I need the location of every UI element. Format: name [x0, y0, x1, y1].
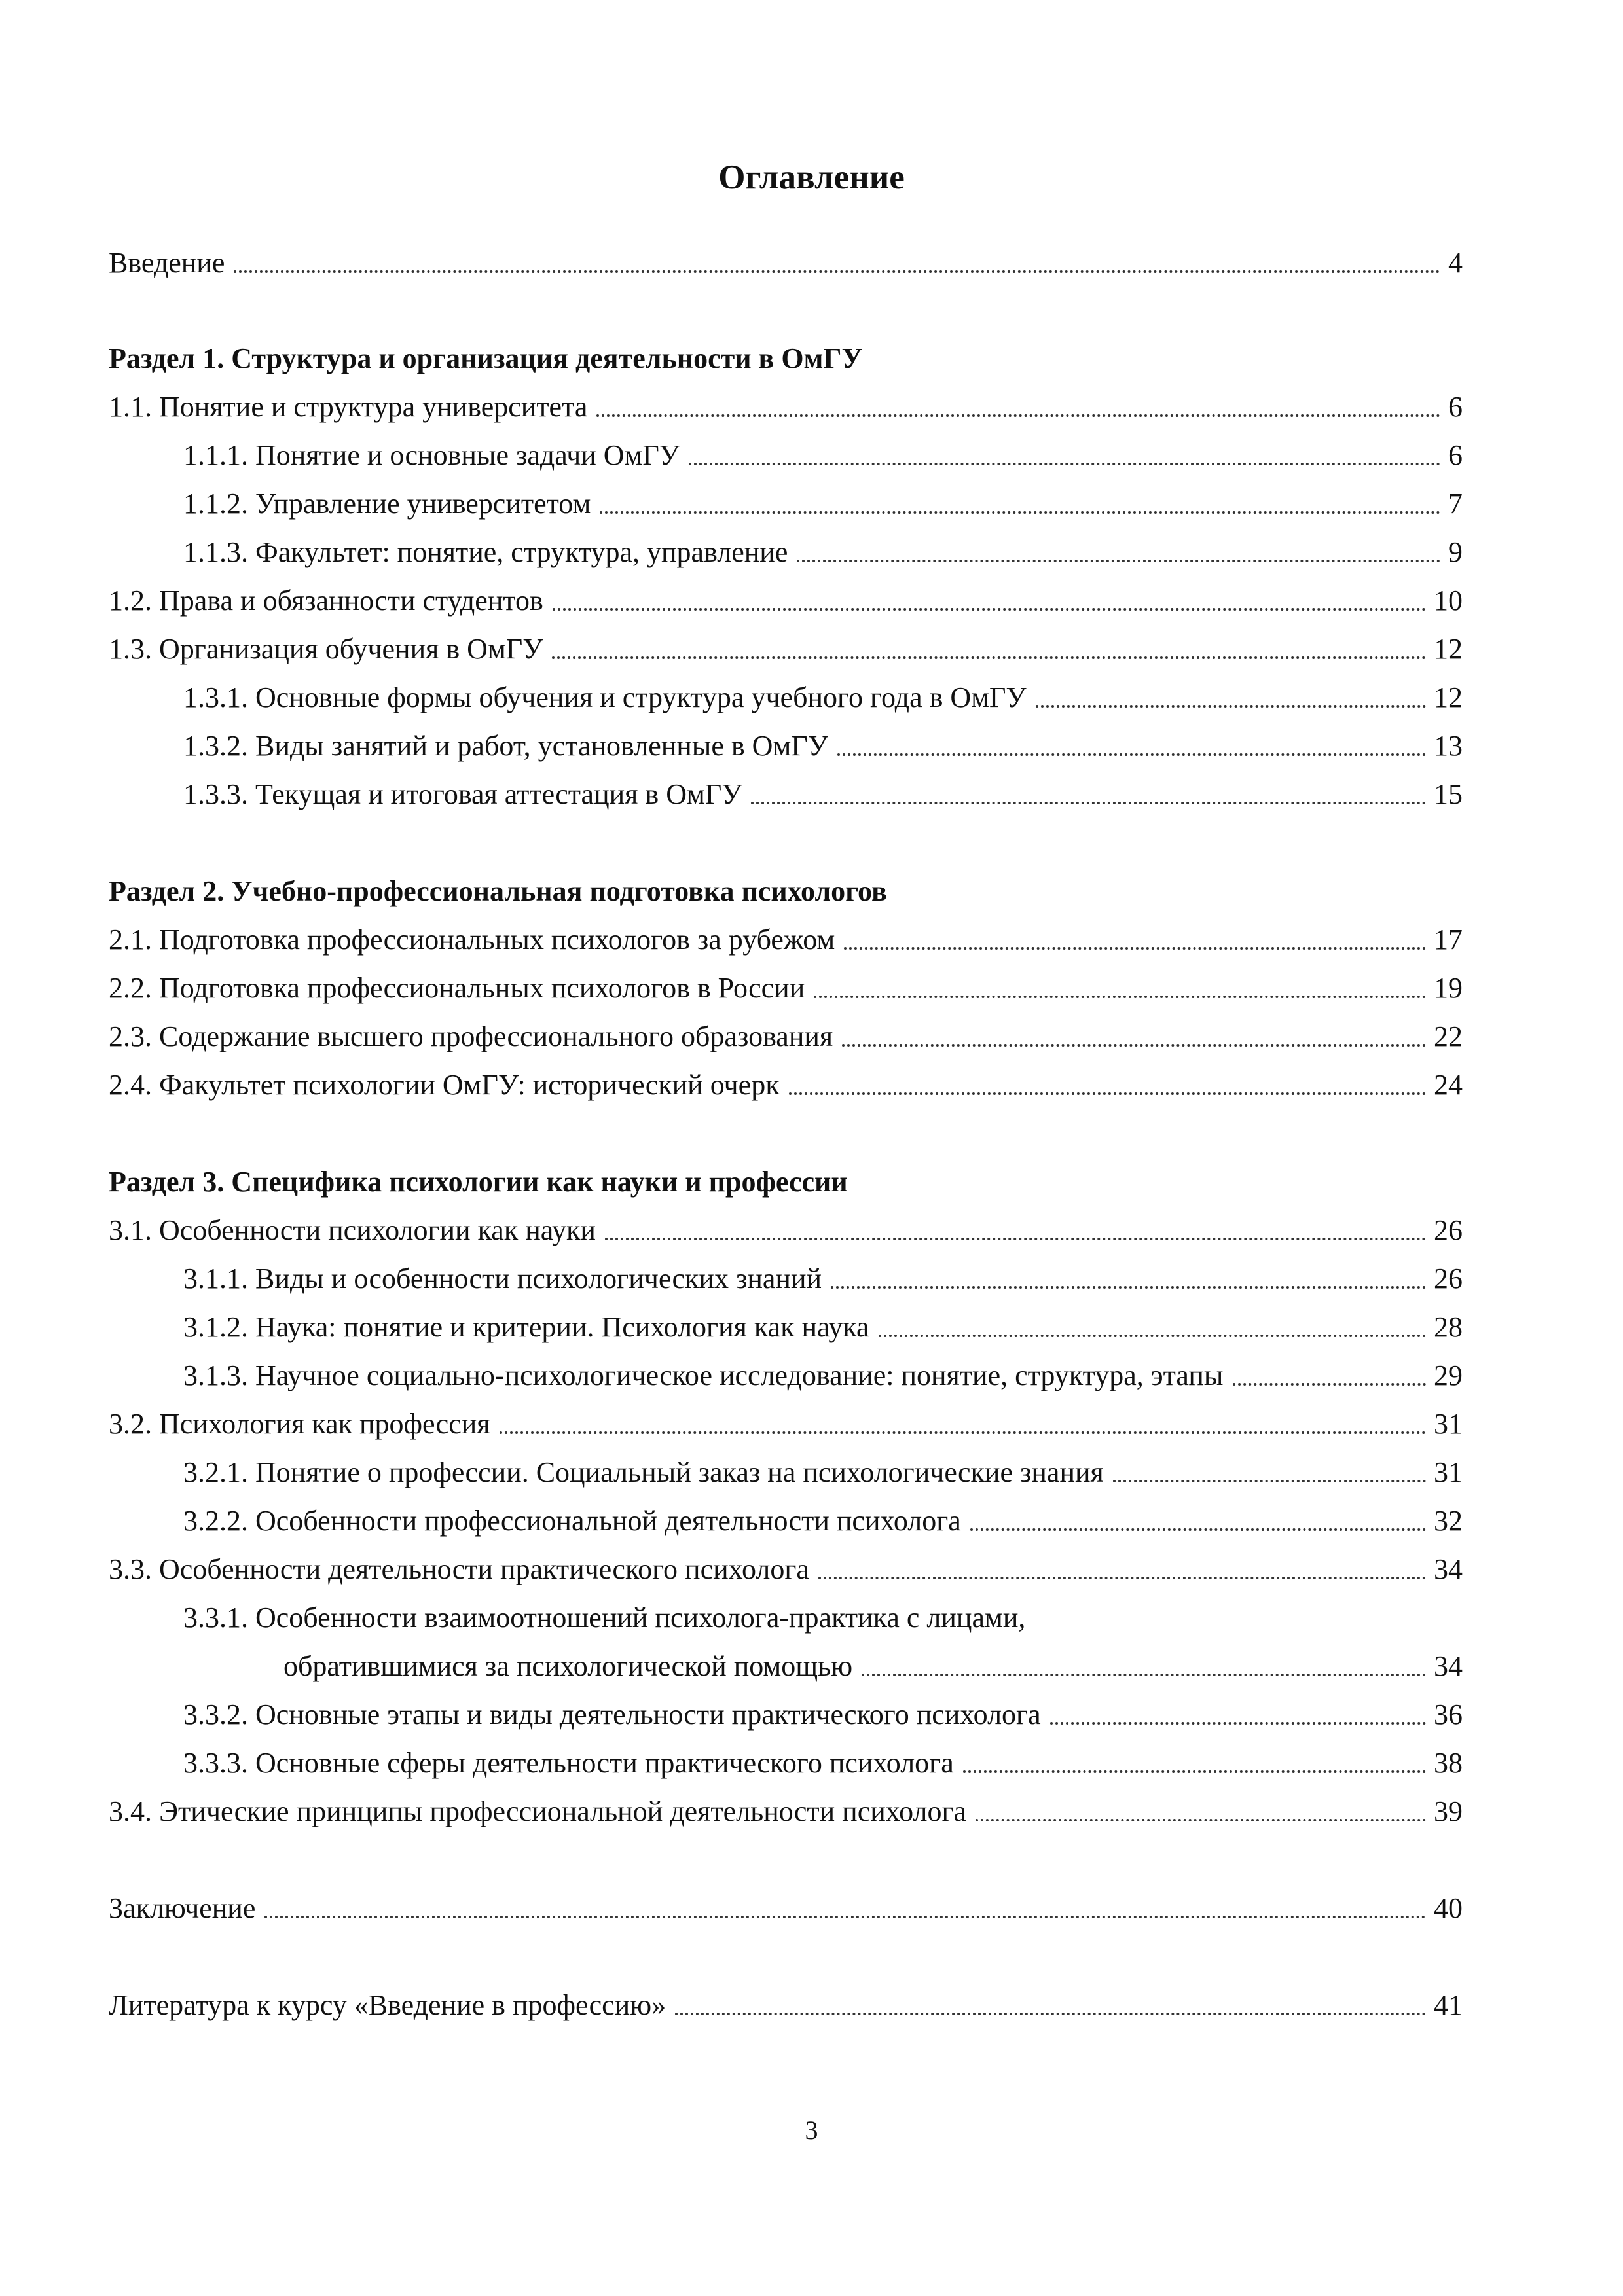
toc-entry-label: Литература к курсу «Введение в профессию»: [109, 1989, 666, 2021]
dot-leader: [1113, 1480, 1426, 1482]
dot-leader: [842, 1044, 1426, 1047]
toc-entry-page: 7: [1448, 488, 1463, 520]
toc-entry-1-1: [109, 386, 1463, 428]
toc-entry-label: 1.3.1. Основные формы обучения и структура учебного года в ОмГУ: [183, 681, 1027, 713]
toc-entry-label: 1.1.2. Управление университетом: [183, 488, 591, 520]
toc-entry-label: 1.1.1. Понятие и основные задачи ОмГУ: [183, 439, 680, 471]
toc-entry-label: Заключение: [109, 1892, 256, 1924]
toc-entry-page: 39: [1434, 1795, 1463, 1827]
dot-leader: [976, 1819, 1426, 1821]
dot-leader: [553, 608, 1426, 611]
toc-entry-label: 1.1.3. Факультет: понятие, структура, управление: [183, 536, 788, 568]
toc-entry-page: 40: [1434, 1892, 1463, 1924]
toc-entry-3-3-2: [183, 1694, 1463, 1736]
toc-entry-page: 32: [1434, 1505, 1463, 1537]
dot-leader: [814, 996, 1426, 998]
toc-entry-page: 4: [1448, 247, 1463, 279]
toc-entry-page: 31: [1434, 1408, 1463, 1440]
toc-entry-3-2-1: [183, 1452, 1463, 1494]
toc-entry-page: 24: [1434, 1069, 1463, 1101]
dot-leader: [862, 1674, 1426, 1676]
dot-leader: [596, 414, 1440, 417]
toc-entry-label: 3.1.1. Виды и особенности психологических знаний: [183, 1263, 822, 1295]
toc-entry-3-3: [109, 1549, 1463, 1590]
toc-entry-label: 3.1. Особенности психологии как науки: [109, 1214, 596, 1246]
toc-entry-page: 26: [1434, 1214, 1463, 1246]
dot-leader: [970, 1528, 1426, 1531]
toc-entry-page: 38: [1434, 1747, 1463, 1779]
toc-entry-3-3-1-line1: 3.3.1. Особенности взаимоотношений психолога-практика с лицами,: [183, 1602, 1026, 1634]
dot-leader: [234, 270, 1440, 273]
toc-entry-page: 34: [1434, 1553, 1463, 1585]
toc-entry-page: 19: [1434, 972, 1463, 1004]
toc-entry-intro: [109, 242, 1463, 284]
toc-entry-1-3-1: [183, 677, 1463, 719]
toc-entry-3-1: [109, 1210, 1463, 1251]
section-heading-3: Раздел 3. Специфика психологии как науки и профессии: [109, 1166, 848, 1198]
dot-leader: [600, 511, 1440, 514]
toc-entry-label: 3.2.1. Понятие о профессии. Социальный заказ на психологические знания: [183, 1456, 1104, 1488]
dot-leader: [831, 1286, 1426, 1289]
dot-leader: [1036, 705, 1426, 708]
dot-leader: [789, 1092, 1426, 1095]
dot-leader: [879, 1335, 1426, 1337]
page-title: Оглавление: [718, 158, 905, 196]
section-heading-2: Раздел 2. Учебно-профессиональная подготовка психологов: [109, 875, 887, 907]
toc-entry-2-1: [109, 919, 1463, 961]
toc-entry-3-2-2: [183, 1500, 1463, 1542]
toc-entry-3-2: [109, 1403, 1463, 1445]
toc-entry-page: 28: [1434, 1311, 1463, 1343]
toc-entry-2-3: [109, 1016, 1463, 1058]
toc-entry-page: 15: [1434, 778, 1463, 810]
toc-entry-label: 3.3.2. Основные этапы и виды деятельности практического психолога: [183, 1698, 1041, 1731]
dot-leader: [605, 1238, 1426, 1240]
toc-entry-label: 1.2. Права и обязанности студентов: [109, 584, 543, 617]
dot-leader: [751, 802, 1426, 804]
toc-entry-page: 9: [1448, 536, 1463, 568]
dot-leader: [1050, 1722, 1426, 1725]
toc-entry-1-3-3: [183, 774, 1463, 816]
dot-leader: [264, 1916, 1426, 1918]
dot-leader: [552, 656, 1426, 659]
toc-entry-label: 2.1. Подготовка профессиональных психологов за рубежом: [109, 924, 835, 956]
toc-entry-2-4: [109, 1064, 1463, 1106]
toc-entry-page: 29: [1434, 1359, 1463, 1391]
toc-entry-label: 1.3.3. Текущая и итоговая аттестация в ОмГУ: [183, 778, 742, 810]
toc-entry-3-1-1: [183, 1258, 1463, 1300]
toc-entry-label: 3.1.2. Наука: понятие и критерии. Психология как наука: [183, 1311, 869, 1343]
toc-entry-1-3-2: [183, 725, 1463, 767]
toc-entry-label: 2.2. Подготовка профессиональных психологов в России: [109, 972, 805, 1004]
toc-entry-literature: [109, 1984, 1463, 2026]
dot-leader: [797, 560, 1440, 562]
dot-leader: [837, 753, 1426, 756]
toc-entry-page: 6: [1448, 391, 1463, 423]
toc-entry-label: 2.4. Факультет психологии ОмГУ: исторический очерк: [109, 1069, 780, 1101]
toc-entry-label: Введение: [109, 247, 225, 279]
toc-entry-label: 1.1. Понятие и структура университета: [109, 391, 588, 423]
dot-leader: [963, 1770, 1426, 1773]
dot-leader: [500, 1431, 1426, 1434]
toc-entry-1-2: [109, 580, 1463, 622]
toc-entry-page: 12: [1434, 633, 1463, 665]
toc-entry-label: 1.3. Организация обучения в ОмГУ: [109, 633, 543, 665]
toc-entry-page: 13: [1434, 730, 1463, 762]
toc-entry-page: 41: [1434, 1989, 1463, 2021]
toc-entry-label: 2.3. Содержание высшего профессионального образования: [109, 1020, 833, 1052]
toc-entry-3-3-1-line2: [283, 1645, 1463, 1687]
dot-leader: [1233, 1383, 1427, 1386]
toc-entry-label: 3.2. Психология как профессия: [109, 1408, 490, 1440]
dot-leader: [818, 1577, 1426, 1579]
toc-entry-3-1-3: [183, 1355, 1463, 1397]
toc-entry-page: 22: [1434, 1020, 1463, 1052]
section-heading-1: Раздел 1. Структура и организация деятельности в ОмГУ: [109, 342, 863, 374]
toc-entry-page: 6: [1448, 439, 1463, 471]
toc-entry-page: 26: [1434, 1263, 1463, 1295]
toc-entry-3-4: [109, 1791, 1463, 1833]
dot-leader: [689, 463, 1440, 465]
toc-entry-3-3-3: [183, 1742, 1463, 1784]
toc-entry-page: 31: [1434, 1456, 1463, 1488]
toc-entry-label: 3.4. Этические принципы профессиональной деятельности психолога: [109, 1795, 967, 1827]
toc-entry-2-2: [109, 967, 1463, 1009]
dot-leader: [675, 2013, 1426, 2015]
toc-entry-label: 3.1.3. Научное социально-психологическое исследование: понятие, структура, этапы: [183, 1359, 1224, 1391]
toc-entry-1-3: [109, 628, 1463, 670]
toc-entry-conclusion: [109, 1888, 1463, 1929]
toc-entry-label: 3.2.2. Особенности профессиональной деятельности психолога: [183, 1505, 961, 1537]
toc-entry-page: 36: [1434, 1698, 1463, 1731]
page-number: 3: [805, 2115, 818, 2145]
toc-entry-page: 10: [1434, 584, 1463, 617]
dot-leader: [844, 947, 1426, 950]
toc-entry-label: 1.3.2. Виды занятий и работ, установленные в ОмГУ: [183, 730, 828, 762]
toc-entry-1-1-2: [183, 483, 1463, 525]
toc-entry-1-1-3: [183, 531, 1463, 573]
toc-entry-page: 12: [1434, 681, 1463, 713]
toc-entry-label: 3.3. Особенности деятельности практического психолога: [109, 1553, 809, 1585]
toc-entry-label: обратившимися за психологической помощью: [283, 1650, 853, 1682]
toc-entry-3-1-2: [183, 1306, 1463, 1348]
toc-entry-page: 34: [1434, 1650, 1463, 1682]
toc-entry-1-1-1: [183, 435, 1463, 476]
toc-entry-label: 3.3.3. Основные сферы деятельности практического психолога: [183, 1747, 954, 1779]
toc-entry-page: 17: [1434, 924, 1463, 956]
